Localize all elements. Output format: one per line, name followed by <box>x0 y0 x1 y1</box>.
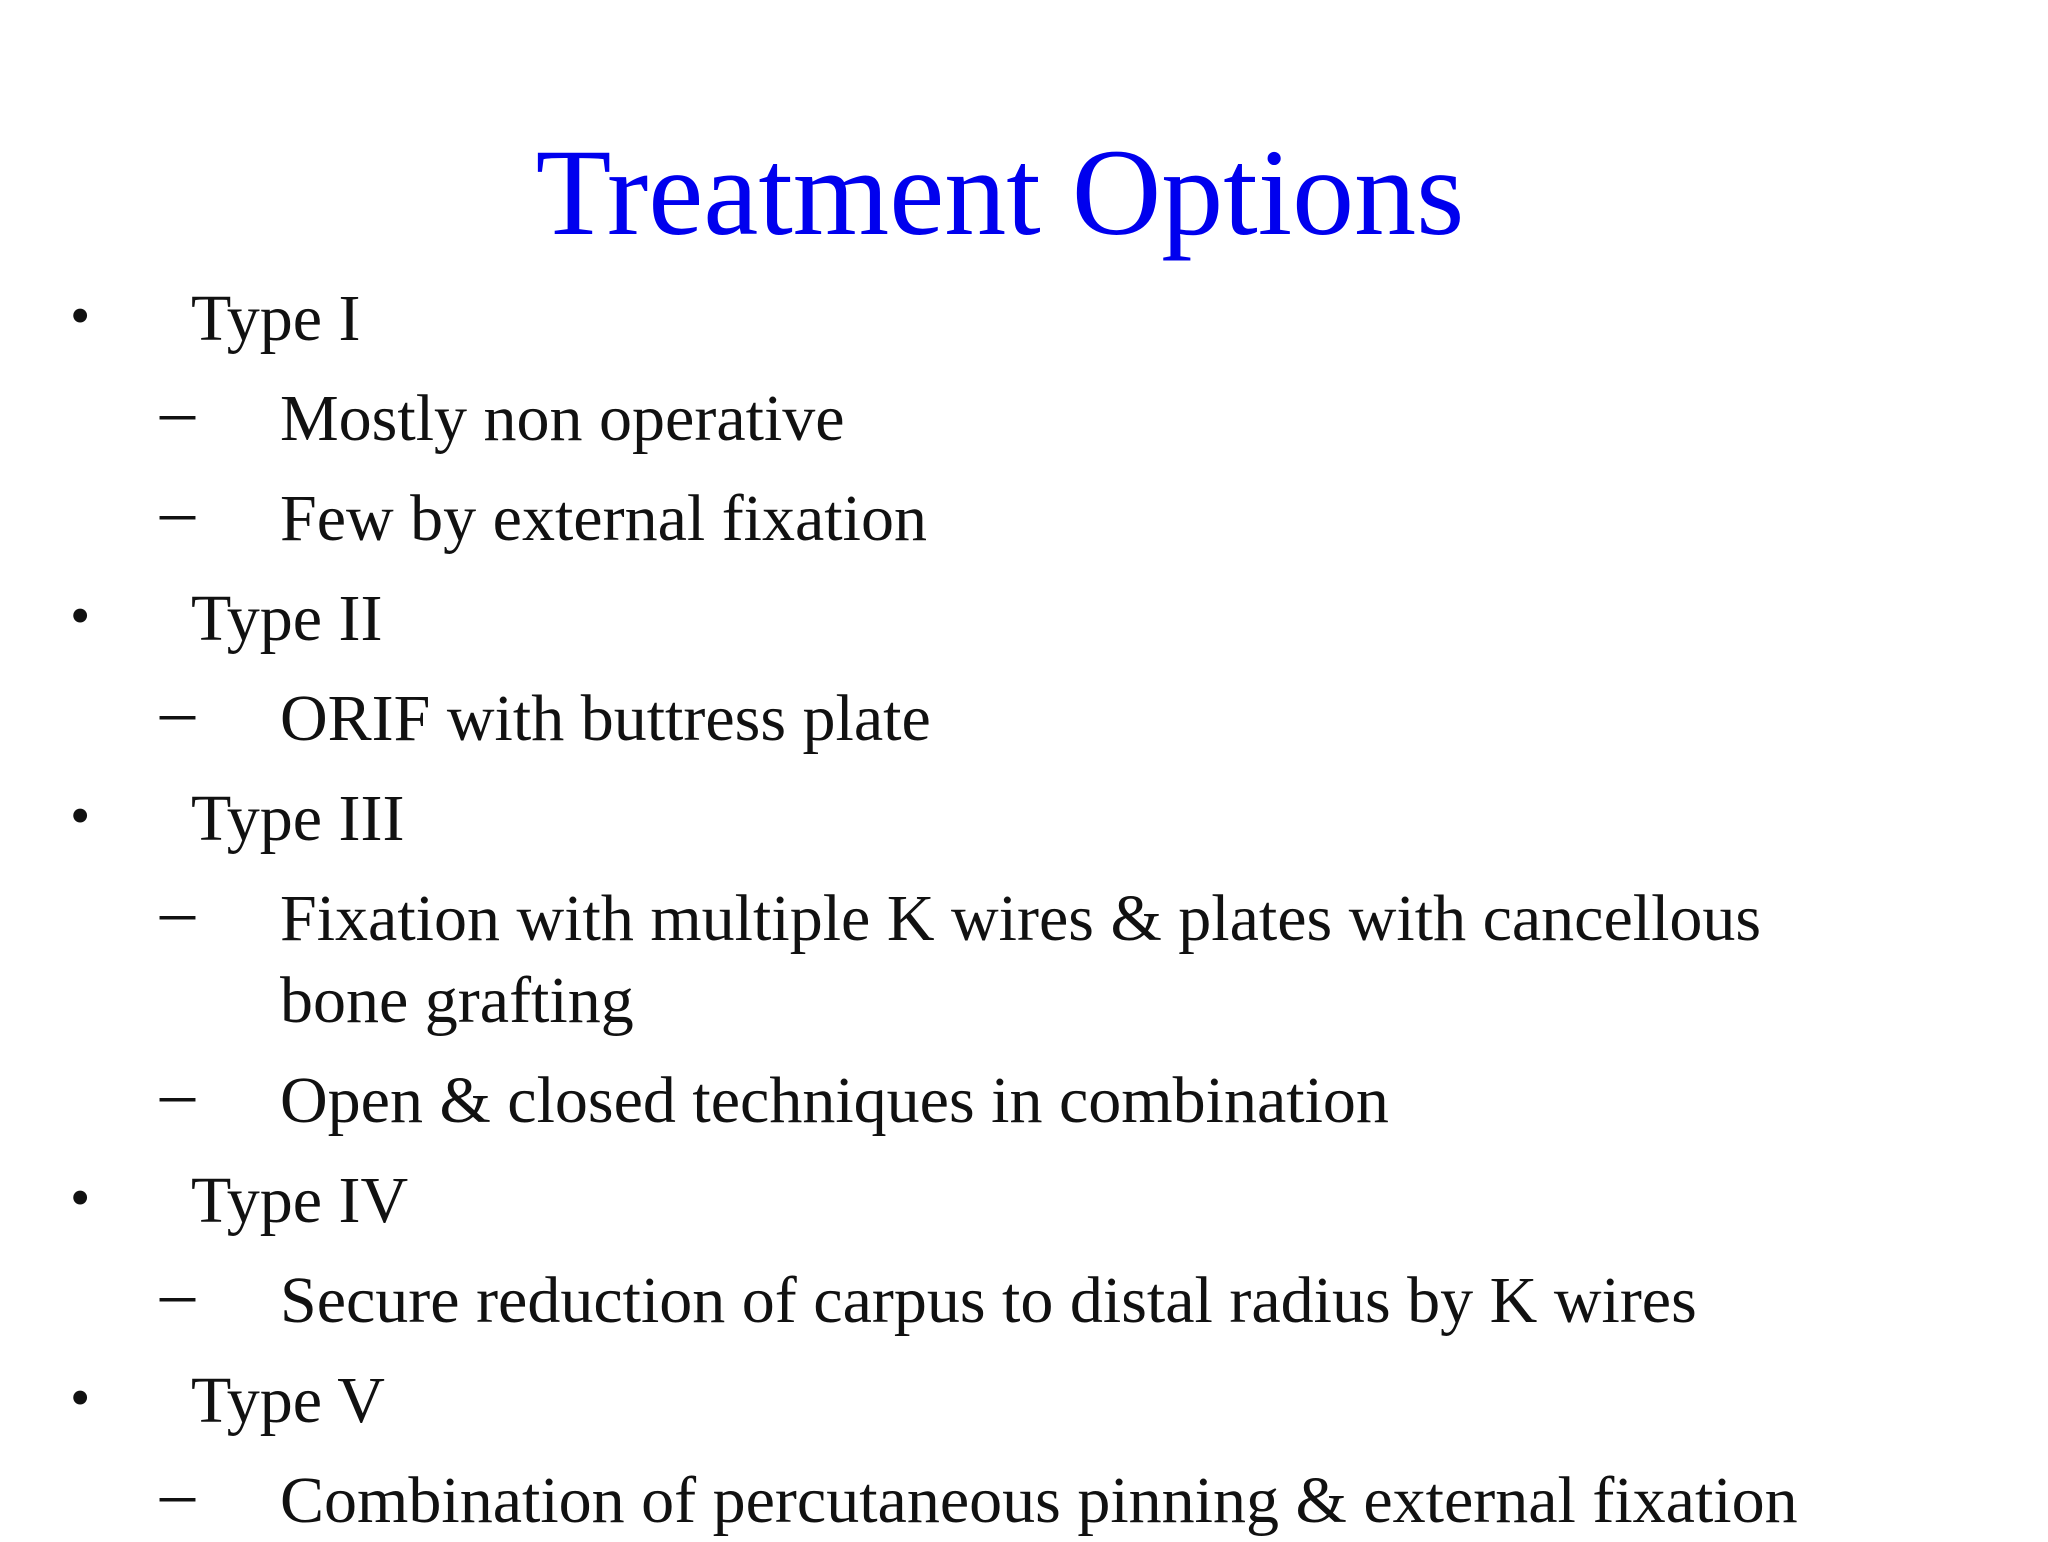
list-item-text: Open & closed techniques in combination <box>280 1064 1389 1137</box>
list-item-text: Type IV <box>191 1164 409 1237</box>
dash-marker: – <box>160 1055 195 1132</box>
bullet-marker: • <box>70 1365 91 1430</box>
bullet-marker: • <box>70 283 91 348</box>
list-item-text: Type III <box>191 782 405 855</box>
slide-title: Treatment Options <box>535 124 1465 261</box>
list-item-text: Fixation with multiple K wires & plates with cancellous bone grafting <box>280 882 1762 1037</box>
list-item-text: Secure reduction of carpus to distal radius by K wires <box>280 1264 1697 1337</box>
dash-marker: – <box>160 1455 195 1532</box>
bullet-marker: • <box>70 583 91 648</box>
dash-marker: – <box>160 373 195 450</box>
dash-marker: – <box>160 473 195 550</box>
list-item-text: Combination of percutaneous pinning & external fixation <box>280 1464 1798 1537</box>
list-item-text: ORIF with buttress plate <box>280 682 931 755</box>
dash-marker: – <box>160 1255 195 1332</box>
list-item-text: Type I <box>191 282 361 355</box>
dash-marker: – <box>160 873 195 950</box>
dash-marker: – <box>160 673 195 750</box>
bullet-marker: • <box>70 1165 91 1230</box>
list-item-text: Type II <box>191 582 383 655</box>
list-item-text: Type V <box>191 1364 385 1437</box>
list-item-text: Mostly non operative <box>280 382 845 455</box>
list-item-text: Few by external fixation <box>280 482 927 555</box>
bullet-marker: • <box>70 783 91 848</box>
